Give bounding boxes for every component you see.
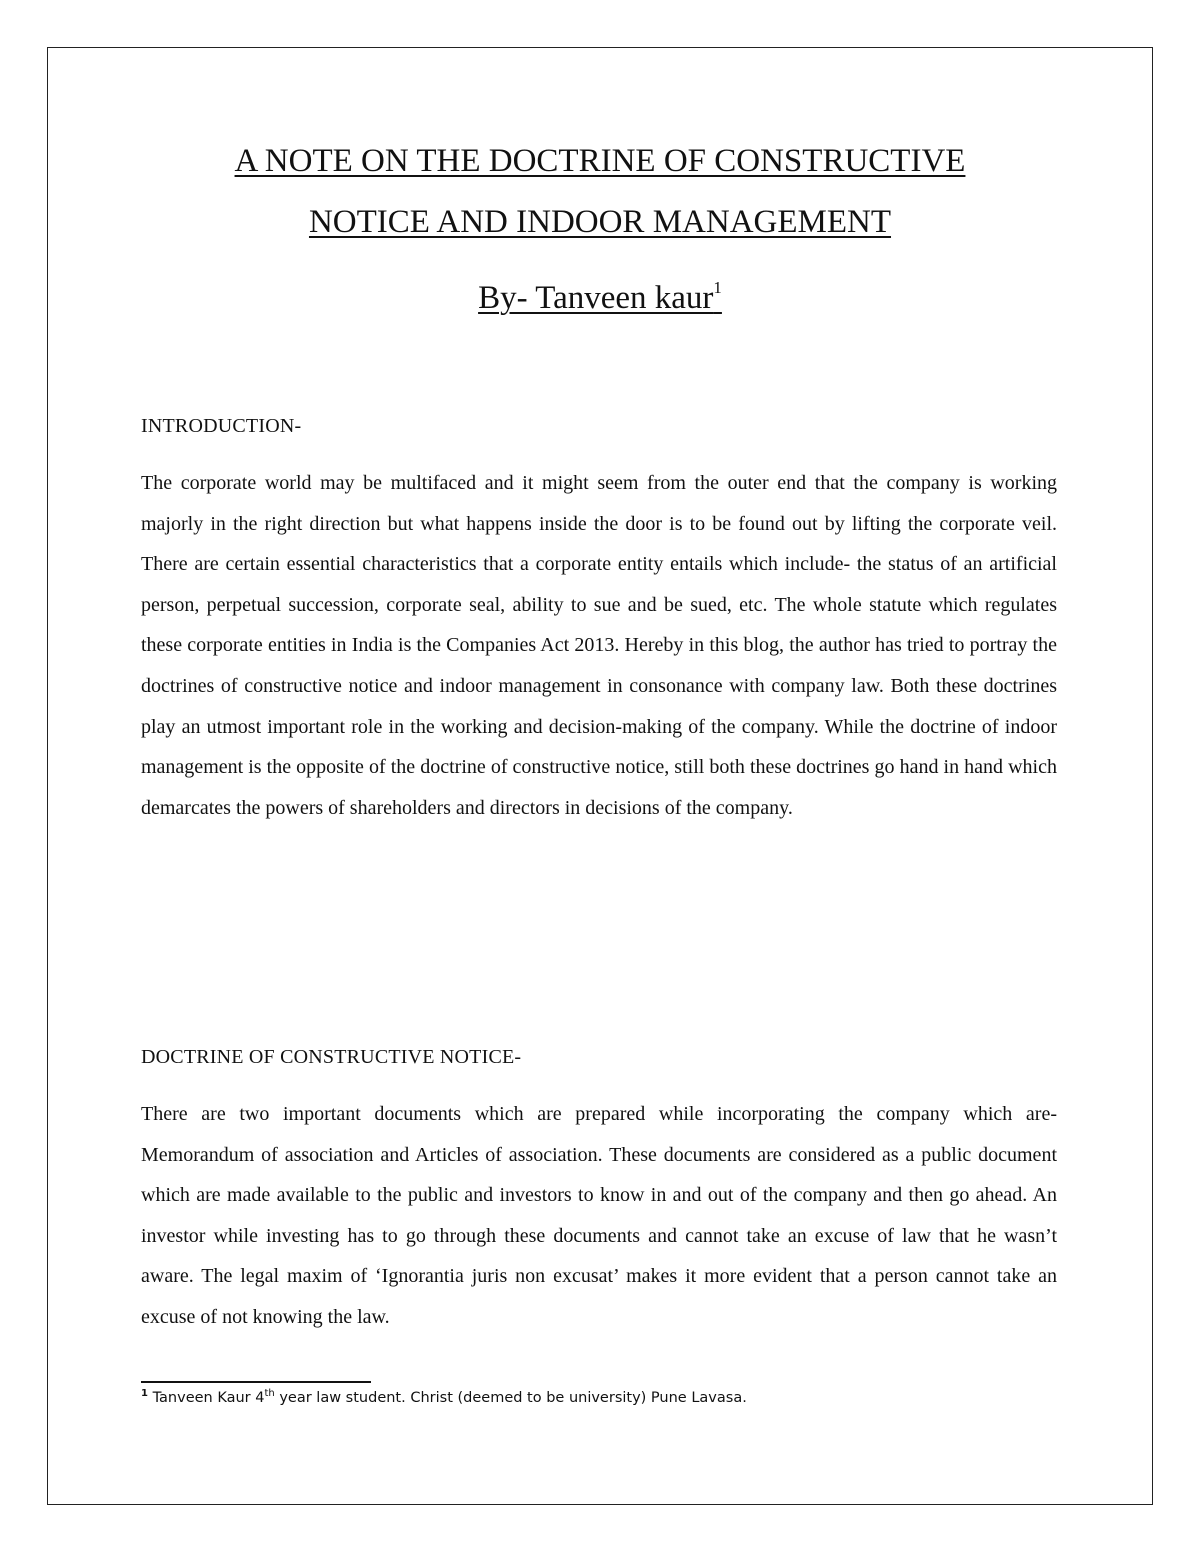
- footnote-text-end: year law student. Christ (deemed to be university) Pune Lavasa.: [274, 1390, 747, 1406]
- introduction-heading: INTRODUCTION-: [141, 415, 302, 437]
- footnote-marker: 1: [141, 1388, 148, 1400]
- footnote: [141, 1390, 747, 1406]
- footnote-ordinal-suffix: th: [264, 1388, 275, 1400]
- document-title-line-1: A NOTE ON THE DOCTRINE OF CONSTRUCTIVE: [234, 143, 966, 179]
- footnote-separator: [141, 1381, 371, 1383]
- footnote-reference: 1: [713, 278, 722, 297]
- author-name: By- Tanveen kaur: [478, 280, 714, 316]
- constructive-notice-paragraph: There are two important documents which are prepared while incorporating the company which are- Memorandum of association and Articles of association. These documents are considered as a public document which are made available to the public and investors to know in and out of the company and then go ahead. An investor while investing has to go through these documents and cannot take an excuse of law that he wasn’t aware. The legal maxim of ‘Ignorantia juris non excusat’ makes it more evident that a person cannot take an excuse of not knowing the law.: [141, 1103, 1057, 1328]
- introduction-paragraph: The corporate world may be multifaced and it might seem from the outer end that the company is working majorly in the right direction but what happens inside the door is to be found out by lifting the corporate veil. There are certain essential characteristics that a corporate entity entails which include- the status of an artificial person, perpetual succession, corporate seal, ability to sue and be sued, etc. The whole statute which regulates these corporate entities in India is the Companies Act 2013. Hereby in this blog, the author has tried to portray the doctrines of constructive notice and indoor management in consonance with company law. Both these doctrines play an utmost important role in the working and decision-making of the company. While the doctrine of indoor management is the opposite of the doctrine of constructive notice, still both these doctrines go hand in hand which demarcates the powers of shareholders and directors in decisions of the company.: [141, 472, 1057, 819]
- document-title-line-2: NOTICE AND INDOOR MANAGEMENT: [308, 204, 892, 240]
- constructive-notice-heading: DOCTRINE OF CONSTRUCTIVE NOTICE-: [141, 1046, 522, 1068]
- footnote-text-start: Tanveen Kaur 4: [152, 1390, 265, 1406]
- author-byline: [0, 280, 1200, 317]
